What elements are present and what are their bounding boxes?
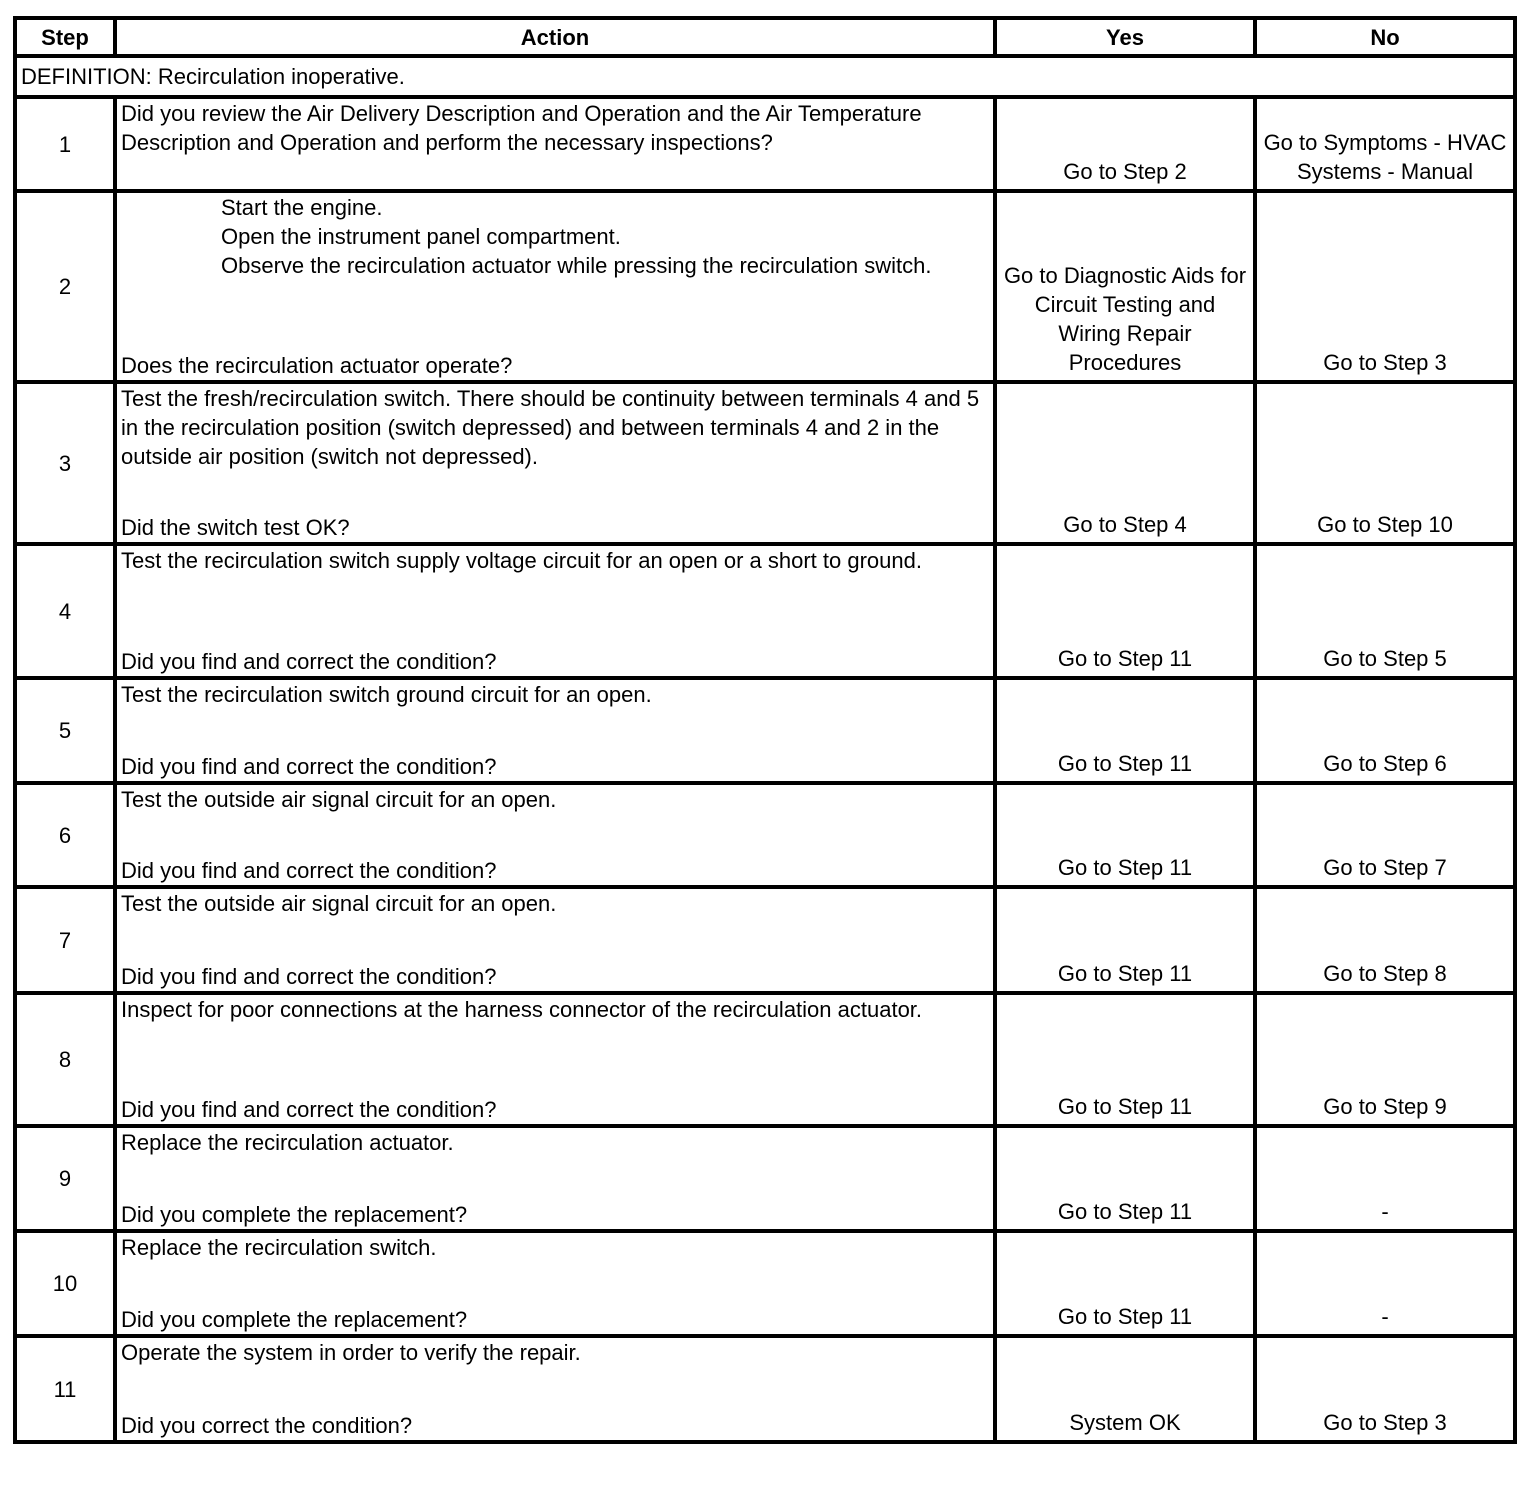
step-number: 1 [15,97,115,191]
table-row [15,1126,1515,1231]
table-row [15,783,1515,887]
action-cell [115,1336,995,1442]
no-result: Go to Step 9 [1255,993,1515,1126]
action-cell [115,783,995,887]
table-row [15,993,1515,1126]
action-text: Replace the recirculation switch. [121,1235,437,1260]
no-result: - [1255,1231,1515,1336]
action-question: Did you complete the replacement? [121,1307,468,1332]
yes-result: Go to Step 11 [995,678,1255,783]
action-question: Did you find and correct the condition? [121,858,497,883]
step-number: 5 [15,678,115,783]
action-cell [115,1126,995,1231]
no-result: Go to Step 7 [1255,783,1515,887]
action-text: Test the recirculation switch ground circuit for an open. [121,682,652,707]
table-row [15,382,1515,544]
no-result: Go to Step 8 [1255,887,1515,993]
action-question: Did you find and correct the condition? [121,754,497,779]
table-row [15,1231,1515,1336]
action-text: Test the outside air signal circuit for an open. [121,891,557,916]
table-row [15,544,1515,678]
action-question: Did you find and correct the condition? [121,964,497,989]
no-result: Go to Step 10 [1255,382,1515,544]
yes-result: Go to Step 11 [995,783,1255,887]
yes-result: Go to Step 2 [995,97,1255,191]
action-text: Inspect for poor connections at the harness connector of the recirculation actuator. [121,997,923,1022]
action-text: Test the recirculation switch supply voltage circuit for an open or a short to ground. [121,548,922,573]
action-cell [115,191,995,382]
action-cell [115,1231,995,1336]
no-result: Go to Step 6 [1255,678,1515,783]
action-question: Did you find and correct the condition? [121,1097,497,1122]
no-result: Go to Symptoms - HVAC Systems - Manual [1255,97,1515,191]
step-number: 11 [15,1336,115,1442]
table-row [15,1336,1515,1442]
yes-result: Go to Diagnostic Aids for Circuit Testing and Wiring Repair Procedures [995,191,1255,382]
table-row [15,678,1515,783]
yes-result: Go to Step 11 [995,993,1255,1126]
yes-result: System OK [995,1336,1255,1442]
header-yes: Yes [995,18,1255,56]
action-step-item: Start the engine. [221,195,383,220]
diagnostic-table [13,16,1517,1444]
step-number: 7 [15,887,115,993]
action-text: Test the outside air signal circuit for an open. [121,787,557,812]
definition-row [15,56,1515,97]
yes-result: Go to Step 4 [995,382,1255,544]
yes-result: Go to Step 11 [995,887,1255,993]
yes-result: Go to Step 11 [995,544,1255,678]
action-text: Operate the system in order to verify the repair. [121,1340,581,1365]
yes-result: Go to Step 11 [995,1126,1255,1231]
action-text: Did you review the Air Delivery Description and Operation and the Air Temperature Description and Operation and perform the necessary inspections? [121,101,922,155]
step-number: 8 [15,993,115,1126]
action-question: Did you correct the condition? [121,1413,413,1438]
header-no: No [1255,18,1515,56]
step-number: 2 [15,191,115,382]
header-action: Action [115,18,995,56]
no-result: Go to Step 3 [1255,191,1515,382]
action-cell [115,993,995,1126]
action-cell [115,97,995,191]
action-step-item: Open the instrument panel compartment. [221,224,621,249]
action-cell [115,382,995,544]
action-step-item: Observe the recirculation actuator while pressing the recirculation switch. [221,253,932,278]
action-question: Does the recirculation actuator operate? [121,353,513,378]
header-row [15,18,1515,56]
table-row [15,97,1515,191]
action-cell [115,544,995,678]
action-question: Did the switch test OK? [121,515,350,540]
action-text: Replace the recirculation actuator. [121,1130,454,1155]
action-cell [115,678,995,783]
yes-result: Go to Step 11 [995,1231,1255,1336]
no-result: - [1255,1126,1515,1231]
step-number: 3 [15,382,115,544]
step-number: 9 [15,1126,115,1231]
action-cell [115,887,995,993]
action-text: Test the fresh/recirculation switch. There should be continuity between terminals 4 and 5 in the recirculation position (switch depressed) and between terminals 4 and 2 in the outside air position (switch not depressed). [121,386,980,469]
table-row [15,191,1515,382]
table-row [15,887,1515,993]
action-question: Did you complete the replacement? [121,1202,468,1227]
definition-text: DEFINITION: Recirculation inoperative. [15,56,1515,97]
step-number: 10 [15,1231,115,1336]
no-result: Go to Step 5 [1255,544,1515,678]
header-step: Step [15,18,115,56]
step-number: 6 [15,783,115,887]
action-question: Did you find and correct the condition? [121,649,497,674]
step-number: 4 [15,544,115,678]
no-result: Go to Step 3 [1255,1336,1515,1442]
